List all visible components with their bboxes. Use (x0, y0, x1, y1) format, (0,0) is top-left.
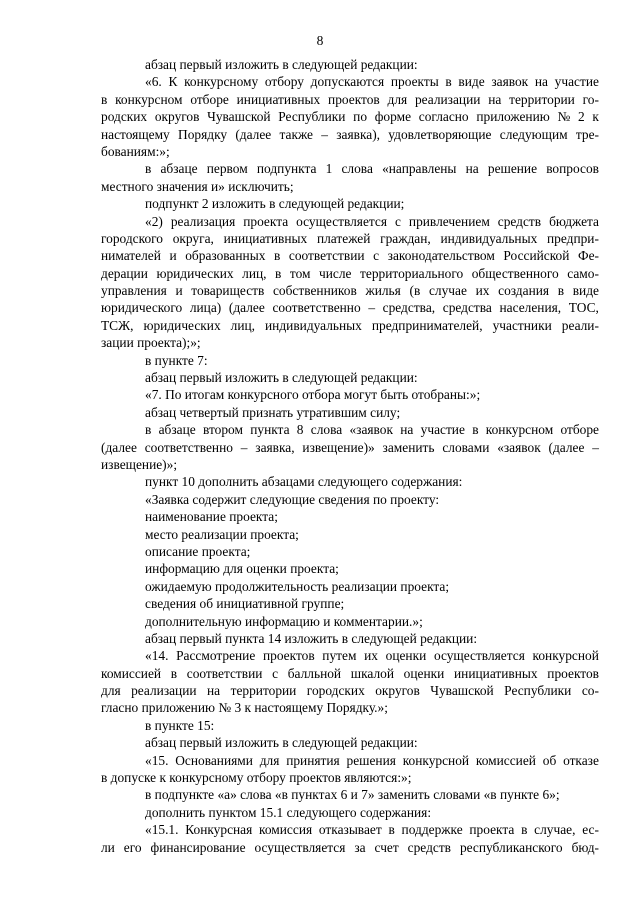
text-line: ли его финансирование осуществляется за счет средств республиканского бюд- (101, 839, 599, 855)
text-line: (далее соответственно – заявка, извещение)» заменить словами «заявок (далее – (101, 439, 599, 455)
text-line: в пункте 15: (145, 717, 215, 733)
text-line: в пункте 7: (145, 352, 208, 368)
text-line: родских округов Чувашской Республики по форме согласно приложению № 2 к (101, 109, 599, 125)
text-line: в конкурсном отборе инициативных проектов для реализации на территории го- (101, 91, 599, 107)
text-line: «2) реализация проекта осуществляется с привлечением средств бюджета (145, 213, 599, 229)
text-line: дерации юридических лиц, в том числе территориального общественного само- (101, 265, 599, 281)
text-line: «15.1. Конкурсная комиссия отказывает в поддержке проекта в случае, ес- (145, 822, 599, 838)
text-line: абзац четвертый признать утратившим силу; (145, 404, 401, 420)
text-line: бованиям:»; (101, 143, 170, 159)
text-line: комиссией в соответствии с балльной шкалой оценки инициативных проектов (101, 665, 599, 681)
text-line: пункт 10 дополнить абзацами следующего содержания: (145, 474, 463, 490)
text-line: абзац первый изложить в следующей редакции: (145, 57, 418, 72)
text-line: в абзаце втором пункта 8 слова «заявок на участие в конкурсном отборе (145, 422, 599, 438)
text-line: нимателей и образованных в соответствии с законодательством Российской Фе- (101, 248, 599, 264)
text-line: городского округа, инициативных платежей граждан, индивидуальных предпри- (101, 230, 599, 246)
text-line: «Заявка содержит следующие сведения по проекту: (145, 491, 440, 507)
text-line: «6. К конкурсному отбору допускаются проекты в виде заявок на участие (145, 74, 599, 90)
text-line: абзац первый изложить в следующей редакции: (145, 370, 418, 386)
text-line: настоящему Порядку (далее также – заявка), удовлетворяющие следующим тре- (101, 126, 599, 142)
text-line: абзац первый пункта 14 изложить в следующей редакции: (145, 630, 478, 646)
text-line: место реализации проекта; (145, 526, 299, 542)
text-line: «7. По итогам конкурсного отбора могут быть отобраны:»; (145, 387, 481, 403)
text-line: в подпункте «а» слова «в пунктах 6 и 7» заменить словами «в пункте 6»; (145, 787, 560, 803)
text-line: дополнить пунктом 15.1 следующего содержания: (145, 804, 432, 820)
text-line: местного значения и» исключить; (101, 178, 294, 194)
text-line: управления и товариществ собственников жилья (в случае их создания в виде (101, 283, 599, 299)
text-line: в допуске к конкурсному отбору проектов являются:»; (101, 770, 412, 786)
text-line: абзац первый изложить в следующей редакции: (145, 735, 418, 751)
text-line: ожидаемую продолжительность реализации проекта; (145, 578, 450, 594)
text-line: зации проекта);»; (101, 335, 201, 351)
text-line: информацию для оценки проекта; (145, 561, 339, 577)
text-line: юридического лица) (далее соответственно – средства, средства населения, ТОС, (101, 300, 599, 316)
text-line: сведения об инициативной группе; (145, 596, 345, 612)
text-line: для реализации на территории городских округов Чувашской Республики со- (101, 683, 599, 699)
text-line: ТСЖ, юридических лиц, индивидуальных предпринимателей, участники реали- (101, 317, 599, 333)
text-line: в абзаце первом подпункта 1 слова «направлены на решение вопросов (145, 161, 599, 177)
page-number: 8 (316, 33, 324, 48)
text-line: извещение)»; (101, 456, 178, 472)
text-line: «14. Рассмотрение проектов путем их оценки осуществляется конкурсной (145, 648, 599, 664)
text-line: описание проекта; (145, 543, 251, 559)
text-line: дополнительную информацию и комментарии.»; (145, 613, 423, 629)
text-line: подпункт 2 изложить в следующей редакции; (145, 196, 405, 212)
text-line: наименование проекта; (145, 509, 278, 525)
text-line: гласно приложению № 3 к настоящему Порядку.»; (101, 700, 388, 716)
document-body (101, 56, 599, 856)
text-line: «15. Основаниями для принятия решения конкурсной комиссией об отказе (145, 752, 599, 768)
